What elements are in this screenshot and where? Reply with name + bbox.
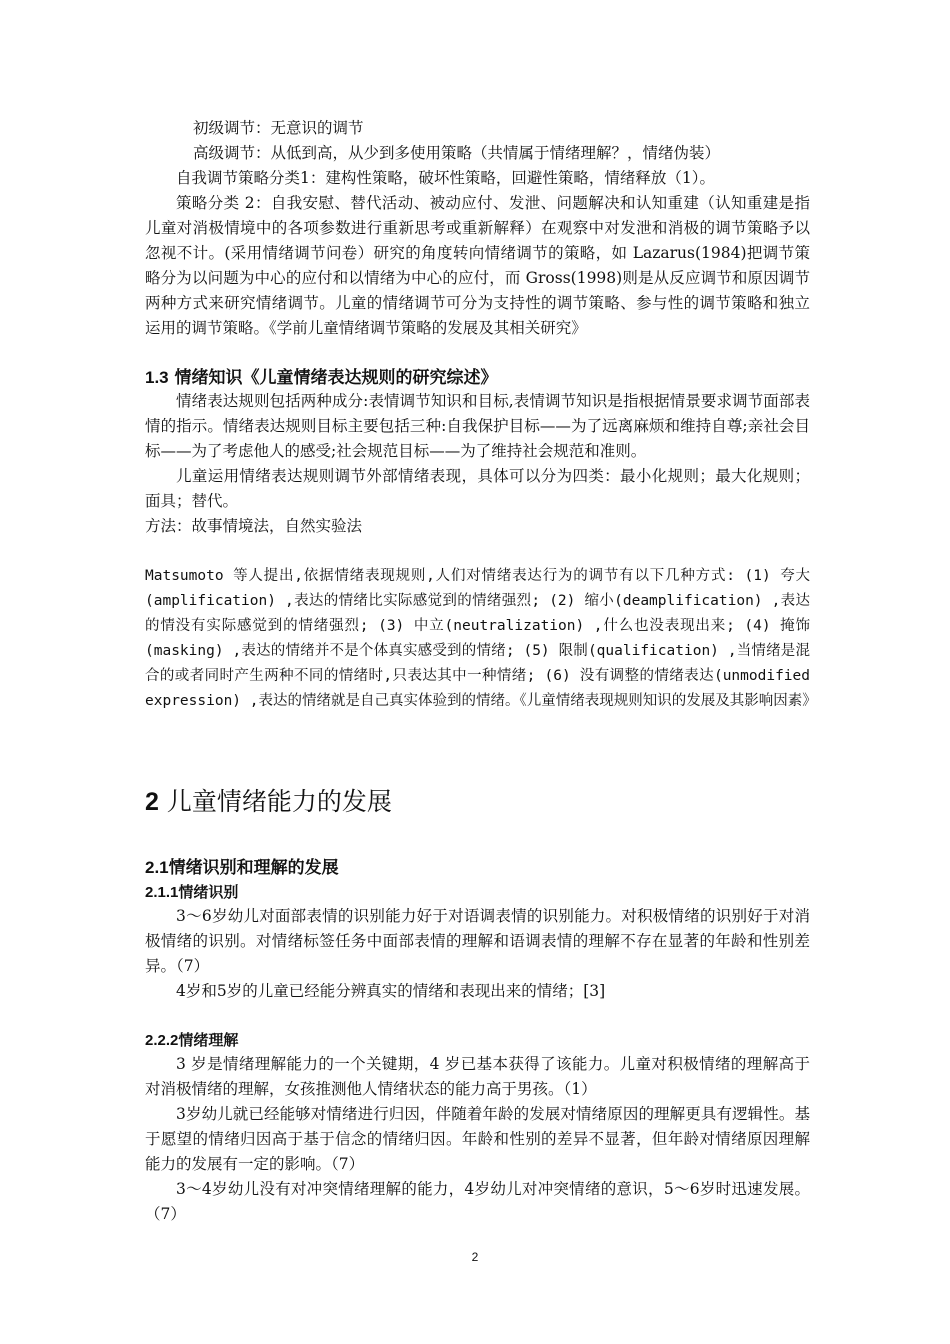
heading-2 [145,782,392,818]
paragraph-understanding-2: 3岁幼儿就已经能够对情绪进行归因，伴随着年龄的发展对情绪原因的理解更具有逻辑性。基于愿望的情绪归因高于基于信念的情绪归因。年龄和性别的差异不显著，但年龄对情绪原因理解能力的发展有一定的影响。（7） [145,1105,810,1173]
heading-text: 情绪识别 [178,883,239,901]
heading-number: 2.1.1 [145,884,179,901]
paragraph-primary-regulation: 初级调节：无意识的调节 [193,119,364,137]
paragraph-recognition-2: 4岁和5岁的儿童已经能分辨真实的情绪和表现出来的情绪；[3] [176,982,606,1000]
paragraph-advanced-regulation: 高级调节：从低到高，从少到多使用策略（共情属于情绪理解？，情绪伪装） [193,144,721,162]
paragraph-methods: 方法：故事情境法，自然实验法 [145,517,363,535]
paragraph-understanding-1: 3 岁是情绪理解能力的一个关键期，4 岁已基本获得了该能力。儿童对积极情绪的理解高于对消极情绪的理解，女孩推测他人情绪状态的能力高于男孩。（1） [145,1055,810,1098]
heading-2-1 [145,853,339,878]
heading-text: 儿童情绪能力的发展 [158,787,392,816]
paragraph-matsumoto: Matsumoto 等人提出,依据情绪表现规则,人们对情绪表达行为的调节有以下几种方式: (1) 夸大(amplification) ,表达的情绪比实际感觉到的情绪强烈; (2) 缩小(deamplification) ,表达的情没有实际感觉到的情绪强烈; (3) 中立(neutralization) ,什么也没表现出来; (4) 掩饰(masking) ,表达的情绪并不是个体真实感受到的情绪; (5) 限制(qualification) ,当情绪是混合的或者同时产生两种不同的情绪时,只表达其中一种情绪; (6) 没有调整的情绪表达(unmodified expression) ,表达的情绪就是自己真实体验到的情绪。《儿童情绪表现规则知识的发展及其影响因素》 [145,568,817,709]
paragraph-understanding-3: 3～4岁幼儿没有对冲突情绪理解的能力，4岁幼儿对冲突情绪的意识，5～6岁时迅速发展。（7） [145,1180,810,1223]
heading-1-3 [145,363,498,388]
heading-2-1-1 [145,881,238,902]
paragraph-recognition-1: 3～6岁幼儿对面部表情的识别能力好于对语调表情的识别能力。对积极情绪的识别好于对消极情绪的识别。对情绪标签任务中面部表情的理解和语调表情的理解不存在显著的年龄和性别差异。（7） [145,907,810,975]
heading-text: 情绪识别和理解的发展 [168,858,339,878]
page-number: 2 [471,1250,479,1264]
heading-number: 2 [145,788,159,816]
heading-2-2-2 [145,1029,238,1050]
paragraph-strategy-class-1: 自我调节策略分类1：建构性策略，破坏性策略，回避性策略，情绪释放（1）。 [176,169,715,187]
heading-number: 2.1 [145,858,169,877]
paragraph-strategy-class-2: 策略分类 2：自我安慰、替代活动、被动应付、发泄、问题解决和认知重建（认知重建是指儿童对消极情境中的各项参数进行重新思考或重新解释）在观察中对发泄和消极的调节策略予以忽视不计。(采用情绪调节问卷）研究的角度转向情绪调节的策略，如 Lazarus(1984)把调节策略分为以问题为中心的应付和以情绪为中心的应付，而 Gross(1998)则是从反应调节和原因调节两种方式来研究情绪调节。儿童的情绪调节可分为支持性的调节策略、参与性的调节策略和独立运用的调节策略。《学前儿童情绪调节策略的发展及其相关研究》 [145,194,810,337]
heading-number: 2.2.2 [145,1032,179,1049]
paragraph-rules-usage: 儿童运用情绪表达规则调节外部情绪表现，具体可以分为四类：最小化规则；最大化规则；面具；替代。 [145,467,810,510]
heading-text: 情绪理解 [178,1031,239,1049]
paragraph-expression-rules: 情绪表达规则包括两种成分:表情调节知识和目标,表情调节知识是指根据情景要求调节面部表情的指示。情绪表达规则目标主要包括三种:自我保护目标——为了远离麻烦和维持自尊;亲社会目标——为了考虑他人的感受;社会规范目标——为了维持社会规范和准则。 [145,392,810,460]
heading-text: 情绪知识《儿童情绪表达规则的研究综述》 [168,368,498,388]
heading-number: 1.3 [145,368,169,387]
